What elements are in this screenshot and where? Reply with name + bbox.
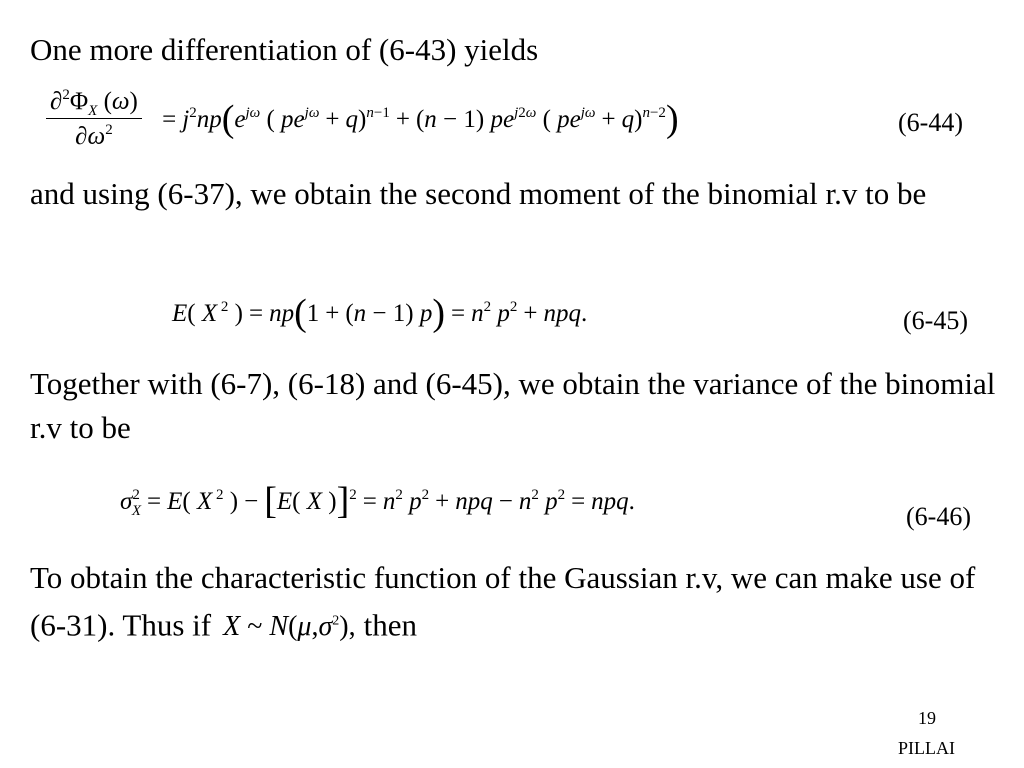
equation-number-6-44: (6-44) (898, 108, 963, 137)
equation-number-6-46: (6-46) (906, 502, 971, 531)
equation-6-44: $\frac{\partial^2\Phi_X (\omega)}{\partial\omega^2}$ = $j^2np(e^{j\omega}$ ( $pe^{j\omega} + q)^{n-1} + (n - 1)$ $pe^{j2\omega}$ ( $pe^{j\omega} + q)^{n-2}$) (46, 88, 679, 151)
text-paragraph-4-tail: then (363, 607, 417, 643)
page-number: 19 (918, 708, 936, 728)
text-paragraph-4-body: To obtain the characteristic function of the Gaussian r.v, we can make use of (6-31). Thus if (30, 560, 976, 643)
text-paragraph-3: Together with (6-7), (6-18) and (6-45), we obtain the variance of the binomial r.v to be (30, 366, 996, 445)
equation-6-45: E( X $^2$ ) = np(1 + (n − 1) $p) = n^2$ $p^2$ + npq. (172, 292, 588, 334)
equation-number-6-45: (6-45) (903, 306, 968, 335)
equation-6-46: $\sigma^2_X = E$( X $^2$ ) − [E( X )]$^2 = n^2$ $p^2$ + npq − $n^2$ $p^2$ = npq. (120, 480, 635, 522)
author-label: PILLAI (898, 738, 955, 758)
text-paragraph-4 (30, 556, 1000, 649)
inline-gaussian-notation: X ~ $N(\mu,\sigma^2)$, (223, 611, 356, 643)
text-paragraph-2: and using (6-37), we obtain the second moment of the binomial r.v to be (30, 176, 927, 211)
text-paragraph-1: One more differentiation of (6-43) yields (30, 32, 539, 67)
